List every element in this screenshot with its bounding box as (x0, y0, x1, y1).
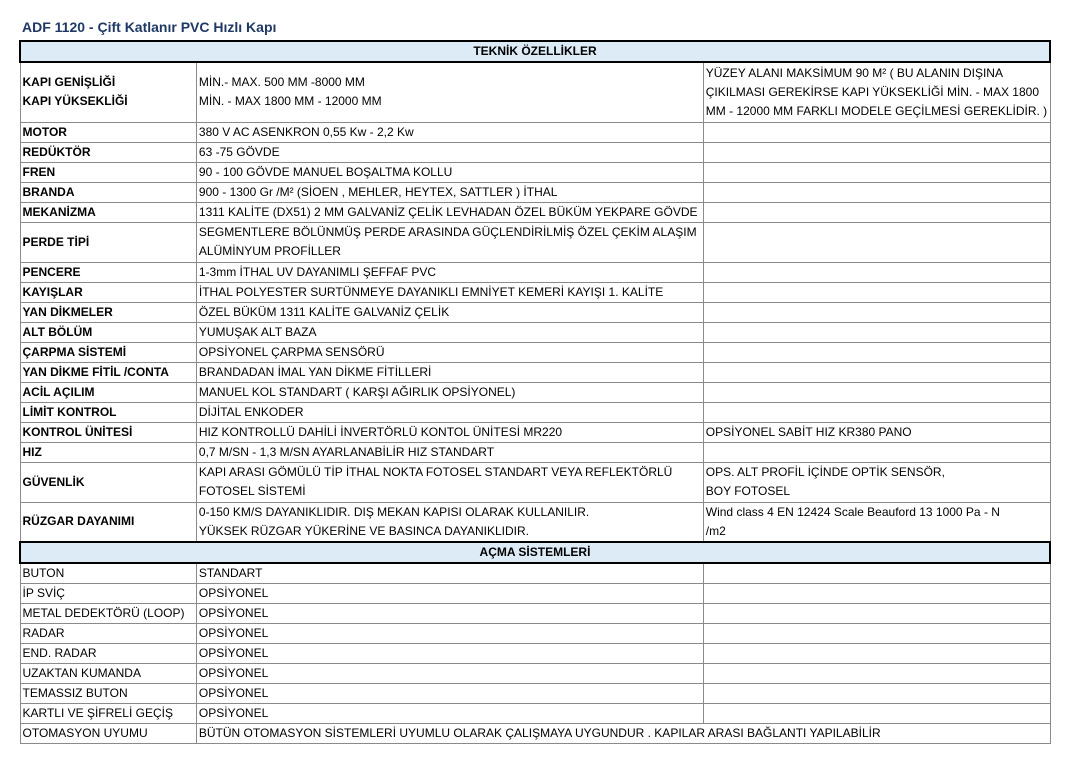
cell-line: 900 - 1300 Gr /M² (SİOEN , MEHLER, HEYTEX, SATTLER ) İTHAL (198, 184, 558, 199)
cell-line: 1311 KALİTE (DX51) 2 MM GALVANİZ ÇELİK LEVHADAN ÖZEL BÜKÜM YEKPARE GÖVDE (198, 204, 698, 219)
spec-note (703, 462, 1050, 502)
cell-line: MİN.- MAX. 500 MM -8000 MM (198, 75, 365, 90)
cell-line: KAYIŞLAR (22, 284, 83, 299)
spec-note (703, 142, 1050, 162)
cell-line: 0,7 M/SN - 1,3 M/SN AYARLANABİLİR HIZ STANDART (198, 444, 495, 459)
opening-row (20, 604, 1050, 624)
spec-value (196, 322, 703, 342)
spec-row (20, 362, 1050, 382)
cell-line: /m2 (705, 523, 726, 538)
cell-line: Wind class 4 EN 12424 Scale Beauford 13 1000 Pa - N (705, 504, 1000, 519)
cell-line: YUMUŞAK ALT BAZA (198, 324, 317, 339)
spec-row (20, 382, 1050, 402)
opening-label: KARTLI VE ŞİFRELİ GEÇİŞ (20, 704, 196, 724)
spec-row (20, 262, 1050, 282)
spec-note (703, 222, 1050, 262)
spec-label (20, 162, 196, 182)
spec-table (19, 40, 1051, 744)
cell-line: HIZ KONTROLLÜ DAHİLİ İNVERTÖRLÜ KONTOL ÜNİTESİ MR220 (198, 424, 563, 439)
opening-label: UZAKTAN KUMANDA (20, 664, 196, 684)
spec-label (20, 402, 196, 422)
cell-line: YAN DİKME FİTİL /CONTA (22, 364, 169, 379)
cell-line: ALÜMİNYUM PROFİLLER (198, 244, 341, 258)
cell-line: 63 -75 GÖVDE (198, 144, 280, 159)
spec-value (196, 442, 703, 462)
section-header-row (20, 41, 1050, 62)
spec-row (20, 422, 1050, 442)
cell-line: PERDE TİPİ (22, 234, 90, 249)
opening-note (703, 684, 1050, 704)
spec-value (196, 302, 703, 322)
opening-note (703, 584, 1050, 604)
opening-note (703, 664, 1050, 684)
cell-line: BRANDADAN İMAL YAN DİKME FİTİLLERİ (198, 364, 432, 379)
spec-row (20, 162, 1050, 182)
spec-row (20, 402, 1050, 422)
opening-row (20, 704, 1050, 724)
opening-label: RADAR (20, 624, 196, 644)
opening-value: OPSİYONEL (196, 604, 703, 624)
opening-value: OPSİYONEL (196, 584, 703, 604)
spec-note (703, 342, 1050, 362)
spec-note (703, 322, 1050, 342)
spec-label (20, 62, 196, 122)
spec-row (20, 462, 1050, 502)
spec-note (703, 442, 1050, 462)
cell-line: YÜKSEK RÜZGAR YÜKERİNE VE BASINCA DAYANIKLIDIR. (198, 523, 529, 538)
spec-row (20, 182, 1050, 202)
spec-label (20, 462, 196, 502)
opening-note (703, 604, 1050, 624)
spec-label (20, 302, 196, 322)
cell-line: BOY FOTOSEL (705, 484, 791, 498)
spec-label (20, 122, 196, 142)
cell-line: FOTOSEL SİSTEMİ (198, 484, 306, 498)
cell-line: MM - 12000 MM FARKLI MODELE GEÇİLMESİ GEREKLİDİR. ) (705, 103, 1048, 118)
cell-line: RÜZGAR DAYANIMI (22, 514, 135, 529)
opening-value: OPSİYONEL (196, 644, 703, 664)
spec-label (20, 282, 196, 302)
spec-note (703, 362, 1050, 382)
opening-value: OPSİYONEL (196, 664, 703, 684)
opening-row (20, 644, 1050, 664)
cell-line: OPSİYONEL SABİT HIZ KR380 PANO (705, 424, 912, 439)
spec-row (20, 142, 1050, 162)
spec-row (20, 302, 1050, 322)
cell-line: MİN. - MAX 1800 MM - 12000 MM (198, 94, 382, 109)
spec-value (196, 222, 703, 262)
spec-note (703, 502, 1050, 542)
opening-value: BÜTÜN OTOMASYON SİSTEMLERİ UYUMLU OLARAK ÇALIŞMAYA UYGUNDUR . KAPILAR ARASI BAĞLANTI YAPILABİLİR (196, 724, 1050, 744)
spec-label (20, 382, 196, 402)
spec-value (196, 62, 703, 122)
spec-value (196, 462, 703, 502)
spec-label (20, 502, 196, 542)
cell-line: YAN DİKMELER (22, 304, 113, 319)
spec-row (20, 282, 1050, 302)
section-title-opening: AÇMA SİSTEMLERİ (20, 542, 1050, 563)
cell-line: 0-150 KM/S DAYANIKLIDIR. DIŞ MEKAN KAPISI OLARAK KULLANILIR. (198, 504, 590, 519)
spec-value (196, 202, 703, 222)
spec-note (703, 182, 1050, 202)
cell-line: FREN (22, 164, 56, 179)
spec-note (703, 122, 1050, 142)
spec-label (20, 442, 196, 462)
spec-value (196, 382, 703, 402)
spec-note (703, 282, 1050, 302)
cell-line: PENCERE (22, 264, 81, 279)
opening-value: OPSİYONEL (196, 624, 703, 644)
cell-line: ÖZEL BÜKÜM 1311 KALİTE GALVANİZ ÇELİK (198, 304, 450, 319)
opening-note (703, 563, 1050, 584)
spec-note (703, 202, 1050, 222)
opening-value: STANDART (196, 563, 703, 584)
cell-line: OPS. ALT PROFİL İÇİNDE OPTİK SENSÖR, (705, 465, 945, 479)
opening-row (20, 624, 1050, 644)
cell-line: OPSİYONEL ÇARPMA SENSÖRÜ (198, 344, 385, 359)
cell-line: YÜZEY ALANI MAKSİMUM 90 M² ( BU ALANIN DIŞINA (705, 65, 1003, 80)
section-title-tech: TEKNİK ÖZELLİKLER (20, 41, 1050, 62)
cell-line: GÜVENLİK (22, 474, 85, 489)
spec-label (20, 222, 196, 262)
spec-row (20, 342, 1050, 362)
spec-note (703, 402, 1050, 422)
cell-line: KAPI YÜKSEKLİĞİ (22, 94, 128, 109)
cell-line: MANUEL KOL STANDART ( KARŞI AĞIRLIK OPSİYONEL) (198, 384, 516, 399)
spec-value (196, 402, 703, 422)
cell-line: SEGMENTLERE BÖLÜNMÜŞ PERDE ARASINDA GÜÇLENDİRİLMİŞ ÖZEL ÇEKİM ALAŞIM (198, 225, 697, 239)
opening-label: BUTON (20, 563, 196, 584)
spec-value (196, 282, 703, 302)
opening-note (703, 644, 1050, 664)
spec-row (20, 442, 1050, 462)
cell-line: BRANDA (22, 184, 75, 199)
spec-value (196, 342, 703, 362)
spec-label (20, 322, 196, 342)
cell-line: MEKANİZMA (22, 204, 96, 219)
opening-row (20, 664, 1050, 684)
cell-line: LİMİT KONTROL (22, 404, 117, 419)
spec-note (703, 382, 1050, 402)
spec-label (20, 182, 196, 202)
opening-label: END. RADAR (20, 644, 196, 664)
opening-row (20, 563, 1050, 584)
opening-label: OTOMASYON UYUMU (20, 724, 196, 744)
spec-value (196, 422, 703, 442)
spec-row (20, 202, 1050, 222)
opening-row (20, 684, 1050, 704)
document-title: ADF 1120 - Çift Katlanır PVC Hızlı Kapı (22, 19, 277, 35)
opening-label: METAL DEDEKTÖRÜ (LOOP) (20, 604, 196, 624)
cell-line: ACİL AÇILIM (22, 384, 95, 399)
spec-value (196, 262, 703, 282)
spec-label (20, 202, 196, 222)
opening-label: İP SVİÇ (20, 584, 196, 604)
spec-label (20, 142, 196, 162)
spec-value (196, 182, 703, 202)
spec-label (20, 362, 196, 382)
spec-label (20, 342, 196, 362)
spec-note (703, 62, 1050, 122)
cell-line: KAPI ARASI GÖMÜLÜ TİP İTHAL NOKTA FOTOSEL STANDART VEYA REFLEKTÖRLÜ (198, 465, 673, 479)
opening-label: TEMASSIZ BUTON (20, 684, 196, 704)
spec-note (703, 422, 1050, 442)
cell-line: KAPI GENİŞLİĞİ (22, 75, 116, 90)
spec-value (196, 502, 703, 542)
spec-value (196, 362, 703, 382)
cell-line: ALT BÖLÜM (22, 324, 93, 339)
cell-line: KONTROL ÜNİTESİ (22, 424, 133, 439)
spec-row (20, 62, 1050, 122)
spec-row (20, 222, 1050, 262)
cell-line: DİJİTAL ENKODER (198, 404, 304, 419)
cell-line: İTHAL POLYESTER SURTÜNMEYE DAYANIKLI EMNİYET KEMERİ KAYIŞI 1. KALİTE (198, 284, 664, 299)
opening-row (20, 724, 1050, 744)
opening-row (20, 584, 1050, 604)
spec-label (20, 422, 196, 442)
spec-value (196, 122, 703, 142)
cell-line: REDÜKTÖR (22, 144, 91, 159)
spec-value (196, 142, 703, 162)
spec-row (20, 502, 1050, 542)
cell-line: 1-3mm İTHAL UV DAYANIMLI ŞEFFAF PVC (198, 264, 437, 279)
section-header-row (20, 542, 1050, 563)
spec-row (20, 122, 1050, 142)
spec-value (196, 162, 703, 182)
spec-note (703, 302, 1050, 322)
cell-line: 90 - 100 GÖVDE MANUEL BOŞALTMA KOLLU (198, 164, 453, 179)
spec-row (20, 322, 1050, 342)
spec-note (703, 162, 1050, 182)
cell-line: ÇARPMA SİSTEMİ (22, 344, 127, 359)
opening-value: OPSİYONEL (196, 684, 703, 704)
spec-label (20, 262, 196, 282)
opening-note (703, 624, 1050, 644)
spec-note (703, 262, 1050, 282)
opening-value: OPSİYONEL (196, 704, 703, 724)
cell-line: MOTOR (22, 124, 67, 139)
cell-line: ÇIKILMASI GEREKİRSE KAPI YÜKSEKLİĞİ MİN. - MAX 1800 (705, 84, 1039, 99)
cell-line: 380 V AC ASENKRON 0,55 Kw - 2,2 Kw (198, 124, 414, 139)
opening-note (703, 704, 1050, 724)
cell-line: HIZ (22, 444, 42, 459)
